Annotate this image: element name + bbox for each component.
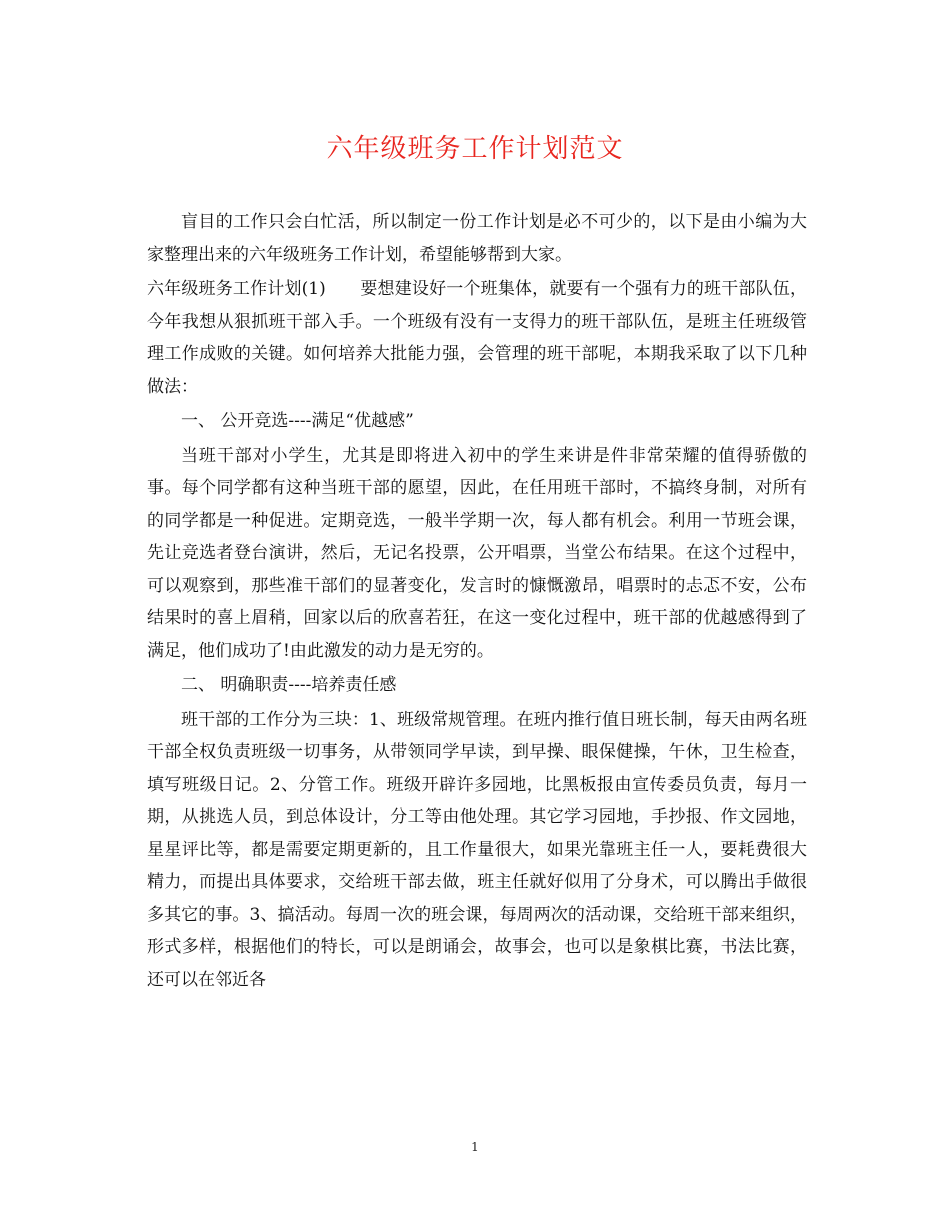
section-heading-1: 一、 公开竞选----满足“优越感”	[181, 411, 414, 431]
paragraph-section-2: 班干部的工作分为三块：1、班级常规管理。在班内推行值日班长制，每天由两名班干部全权负责班级一切事务，从带领同学早读，到早操、眼保健操，午休，卫生检查，填写班级日记。2、分管工作。班级开辟许多园地，比黑板报由宣传委员负责，每月一期，从挑选人员，到总体设计，分工等由他处理。其它学习园地，手抄报、作文园地，星星评比等，都是需要定期更新的，且工作量很大，如果光靠班主任一人，要耗费很大精力，而提出具体要求，交给班干部去做，班主任就好似用了分身术，可以腾出手做很多其它的事。3、搞活动。每周一次的班会课，每周两次的活动课，交给班干部来组织，形式多样，根据他们的特长，可以是朗诵会，故事会，也可以是象棋比赛，书法比赛，还可以在邻近各	[147, 709, 807, 990]
document-title: 六年级班务工作计划范文	[326, 134, 624, 164]
section-heading-2: 二、 明确职责----培养责任感	[181, 675, 397, 695]
paragraph-section-1: 当班干部对小学生，尤其是即将进入初中的学生来讲是件非常荣耀的值得骄傲的事。每个同学都有这种当班干部的愿望，因此，在任用班干部时，不搞终身制，对所有的同学都是一种促进。定期竞选，一般半学期一次，每人都有机会。利用一节班会课，先让竞选者登台演讲，然后，无记名投票，公开唱票，当堂公布结果。在这个过程中，可以观察到，那些准干部们的显著变化，发言时的慷慨激昂，唱票时的忐忑不安，公布结果时的喜上眉稍，回家以后的欣喜若狂，在这一变化过程中，班干部的优越感得到了满足，他们成功了!由此激发的动力是无穷的。	[147, 445, 807, 661]
paragraph-intro: 盲目的工作只会白忙活，所以制定一份工作计划是必不可少的，以下是由小编为大家整理出来的六年级班务工作计划，希望能够帮到大家。	[147, 212, 807, 265]
page-number: 1	[471, 1140, 479, 1154]
document-body	[147, 206, 807, 996]
paragraph-plan-opening: 六年级班务工作计划(1) 要想建设好一个班集体，就要有一个强有力的班干部队伍，今年我想从狠抓班干部入手。一个班级有没有一支得力的班干部队伍，是班主任班级管理工作成败的关键。如何培养大批能力强，会管理的班干部呢，本期我采取了以下几种做法：	[147, 279, 807, 397]
